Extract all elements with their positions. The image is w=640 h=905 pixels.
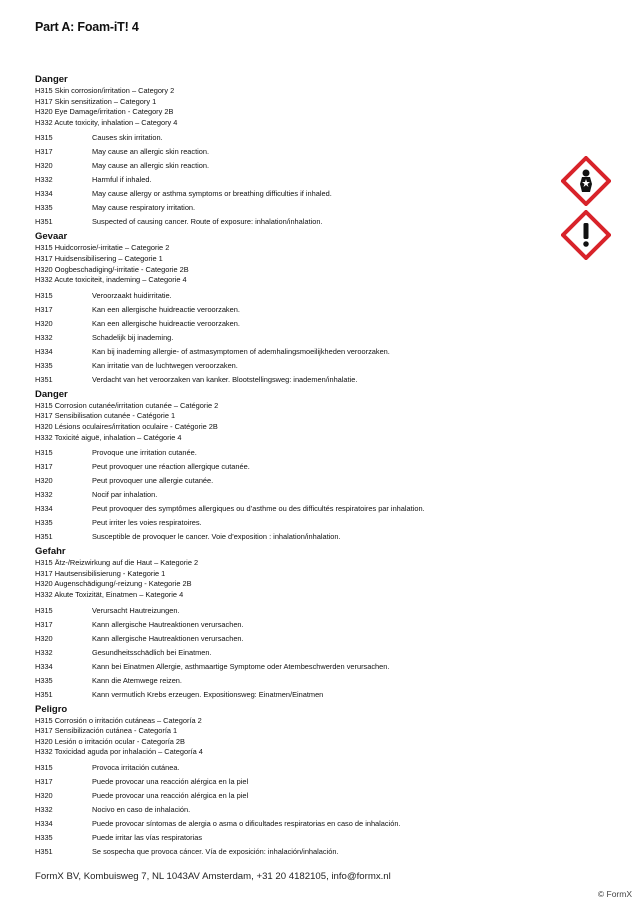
hazard-statement <box>35 831 555 845</box>
statement-text: Puede provocar una reacción alérgica en la piel <box>92 790 249 800</box>
hazard-statement <box>35 303 555 317</box>
statement-text: Peut provoquer des symptômes allergiques ou d’asthme ou des difficultés respiratoires par inhalation. <box>92 504 425 514</box>
statement-code: H320 <box>35 161 53 171</box>
statement-text: Provoca irritación cutánea. <box>92 762 180 772</box>
hazard-statement <box>35 331 555 345</box>
hazard-statement <box>35 215 555 229</box>
hazard-statement <box>35 618 555 632</box>
hazard-statement <box>35 359 555 373</box>
statement-code: H315 <box>35 762 53 772</box>
statement-text: May cause an allergic skin reaction. <box>92 161 210 171</box>
statement-text: Causes skin irritation. <box>92 133 163 143</box>
statement-text: May cause respiratory irritation. <box>92 203 196 213</box>
statement-text: Kann allergische Hautreaktionen verursachen. <box>92 619 244 629</box>
statement-code: H351 <box>35 532 53 542</box>
hazard-statement <box>35 530 555 544</box>
statement-text: Susceptible de provoquer le cancer. Voie d’exposition : inhalation/inhalation. <box>92 532 341 542</box>
statement-text: Nocivo en caso de inhalación. <box>92 804 191 814</box>
hazard-statement <box>35 803 555 817</box>
copyright-notice: © FormX <box>597 889 632 899</box>
classification-line: H320 Augenschädigung/-reizung - Kategorie 2B <box>35 579 192 589</box>
classification-line: H332 Acute toxiciteit, inademing – Categorie 4 <box>35 275 187 285</box>
statement-text: Harmful if inhaled. <box>92 175 152 185</box>
hazard-statement <box>35 604 555 618</box>
statement-code: H320 <box>35 476 53 486</box>
statement-code: H320 <box>35 318 53 328</box>
statement-text: Peut provoquer une réaction allergique cutanée. <box>92 462 250 472</box>
statement-code: H335 <box>35 360 53 370</box>
statement-text: Kan een allergische huidreactie veroorzaken. <box>92 304 240 314</box>
statement-text: Puede provocar una reacción alérgica en la piel <box>92 776 249 786</box>
hazard-statement <box>35 488 555 502</box>
classification-line: H332 Acute toxicity, inhalation – Category 4 <box>35 117 178 127</box>
company-footer: FormX BV, Kombuisweg 7, NL 1043AV Amsterdam, +31 20 4182105, info@formx.nl <box>35 871 391 882</box>
statement-text: Kann vermutlich Krebs erzeugen. Expositionsweg: Einatmen/Einatmen <box>92 689 324 699</box>
statement-text: Nocif par inhalation. <box>92 490 158 500</box>
hazard-statement <box>35 646 555 660</box>
statement-text: Se sospecha que provoca cáncer. Vía de exposición: inhalación/inhalación. <box>92 846 339 856</box>
hazard-statement <box>35 373 555 387</box>
classification-line: H332 Toxicité aiguë, inhalation – Catégorie 4 <box>35 432 182 442</box>
hazard-statement <box>35 789 555 803</box>
hazard-statement <box>35 446 555 460</box>
hazard-statement <box>35 632 555 646</box>
statement-text: Kann bei Einatmen Allergie, asthmaartige Symptome oder Atembeschwerden verursachen. <box>92 661 390 671</box>
statement-text: Kan irritatie van de luchtwegen veroorzaken. <box>92 360 238 370</box>
statement-code: H317 <box>35 462 53 472</box>
hazard-statement <box>35 317 555 331</box>
statement-text: May cause an allergic skin reaction. <box>92 147 210 157</box>
statement-text: Verursacht Hautreizungen. <box>92 605 180 615</box>
classification-line: H320 Eye Damage/irritation - Category 2B <box>35 107 174 117</box>
hazard-statement <box>35 775 555 789</box>
statement-code: H334 <box>35 346 53 356</box>
statement-text: Veroorzaakt huidirritatie. <box>92 290 172 300</box>
ghs-pictograms <box>561 156 613 264</box>
classification-line: H332 Toxicidad aguda por inhalación – Categoría 4 <box>35 747 203 757</box>
statement-code: H335 <box>35 675 53 685</box>
statement-code: H332 <box>35 332 53 342</box>
classification-line: H317 Sensibilización cutánea - Categoría 1 <box>35 726 178 736</box>
statement-text: Kan bij inademing allergie- of astmasymptomen of ademhalingsmoeilijkheden veroorzaken. <box>92 346 390 356</box>
statement-code: H351 <box>35 846 53 856</box>
hazard-statement <box>35 145 555 159</box>
classification-line: H315 Skin corrosion/irritation – Category 2 <box>35 86 175 95</box>
classification-line: H317 Huidsensibilisering – Categorie 1 <box>35 253 163 263</box>
statement-code: H335 <box>35 518 53 528</box>
signal-word: Danger <box>35 388 68 400</box>
statement-code: H315 <box>35 290 53 300</box>
hazard-statement <box>35 688 555 702</box>
statement-code: H315 <box>35 448 53 458</box>
hazard-statement <box>35 201 555 215</box>
statement-text: Peut provoquer une allergie cutanée. <box>92 476 214 486</box>
statement-code: H317 <box>35 304 53 314</box>
hazard-section-de <box>35 546 555 701</box>
statement-text: Kann allergische Hautreaktionen verursachen. <box>92 633 244 643</box>
classification-line: H320 Oogbeschadiging/-irritatie - Categorie 2B <box>35 264 189 274</box>
classification-line: H317 Sensibilisation cutanée - Catégorie 1 <box>35 411 176 421</box>
statement-text: Schadelijk bij inademing. <box>92 332 174 342</box>
hazard-statement <box>35 159 555 173</box>
statement-code: H351 <box>35 374 53 384</box>
statement-text: Suspected of causing cancer. Route of exposure: inhalation/inhalation. <box>92 217 323 227</box>
classification-line: H317 Hautsensibilisierung - Kategorie 1 <box>35 568 166 578</box>
hazard-content <box>35 72 555 859</box>
statement-code: H351 <box>35 689 53 699</box>
statement-code: H332 <box>35 647 53 657</box>
exclamation-mark-icon <box>561 210 611 260</box>
statement-code: H315 <box>35 605 53 615</box>
hazard-section-fr <box>35 389 555 544</box>
hazard-statement <box>35 460 555 474</box>
hazard-statement <box>35 474 555 488</box>
statement-text: Puede provocar síntomas de alergia o asma o dificultades respiratorias en caso de inhalación. <box>92 818 401 828</box>
signal-word: Gefahr <box>35 546 66 558</box>
classification-line: H315 Ätz-/Reizwirkung auf die Haut – Kategorie 2 <box>35 558 199 568</box>
hazard-statement <box>35 187 555 201</box>
hazard-statement <box>35 674 555 688</box>
hazard-statement <box>35 173 555 187</box>
statement-code: H320 <box>35 633 53 643</box>
statement-code: H335 <box>35 832 53 842</box>
statement-code: H317 <box>35 147 53 157</box>
hazard-statement <box>35 660 555 674</box>
statement-code: H320 <box>35 790 53 800</box>
hazard-statement <box>35 502 555 516</box>
statement-text: Puede irritar las vías respiratorias <box>92 832 203 842</box>
statement-text: Kan een allergische huidreactie veroorzaken. <box>92 318 240 328</box>
statement-code: H334 <box>35 661 53 671</box>
hazard-statement <box>35 845 555 859</box>
classification-line: H320 Lesión o irritación ocular - Categoría 2B <box>35 736 185 746</box>
signal-word: Peligro <box>35 703 68 715</box>
statement-text: Gesundheitsschädlich bei Einatmen. <box>92 647 212 657</box>
classification-line: H315 Huidcorrosie/-irritatie – Categorie 2 <box>35 243 170 253</box>
health-hazard-icon <box>561 156 611 206</box>
classification-line: H320 Lésions oculaires/irritation oculaire - Catégorie 2B <box>35 421 218 431</box>
statement-text: Provoque une irritation cutanée. <box>92 448 197 458</box>
signal-word: Gevaar <box>35 231 68 243</box>
hazard-section-en <box>35 74 555 229</box>
statement-code: H315 <box>35 133 53 143</box>
classification-line: H317 Skin sensitization – Category 1 <box>35 96 157 106</box>
statement-text: May cause allergy or asthma symptoms or breathing difficulties if inhaled. <box>92 189 332 199</box>
classification-line: H315 Corrosión o irritación cutáneas – Categoría 2 <box>35 715 202 725</box>
statement-text: Kann die Atemwege reizen. <box>92 675 182 685</box>
statement-text: Peut irriter les voies respiratoires. <box>92 518 202 528</box>
statement-code: H334 <box>35 818 53 828</box>
statement-text: Verdacht van het veroorzaken van kanker. Blootstellingsweg: inademen/inhalatie. <box>92 374 358 384</box>
hazard-section-nl <box>35 231 555 386</box>
classification-line: H315 Corrosion cutanée/irritation cutanée – Catégorie 2 <box>35 400 219 410</box>
statement-code: H317 <box>35 619 53 629</box>
statement-code: H332 <box>35 804 53 814</box>
hazard-statement <box>35 516 555 530</box>
statement-code: H332 <box>35 175 53 185</box>
hazard-statement <box>35 289 555 303</box>
hazard-section-es <box>35 704 555 859</box>
hazard-statement <box>35 131 555 145</box>
hazard-statement <box>35 761 555 775</box>
signal-word: Danger <box>35 74 68 85</box>
hazard-statement <box>35 817 555 831</box>
statement-code: H334 <box>35 504 53 514</box>
statement-code: H335 <box>35 203 53 213</box>
statement-code: H332 <box>35 490 53 500</box>
statement-code: H334 <box>35 189 53 199</box>
statement-code: H351 <box>35 217 53 227</box>
hazard-statement <box>35 345 555 359</box>
statement-code: H317 <box>35 776 53 786</box>
page-title: Part A: Foam-iT! 4 <box>35 20 139 34</box>
classification-line: H332 Akute Toxizität, Einatmen – Kategorie 4 <box>35 589 184 599</box>
